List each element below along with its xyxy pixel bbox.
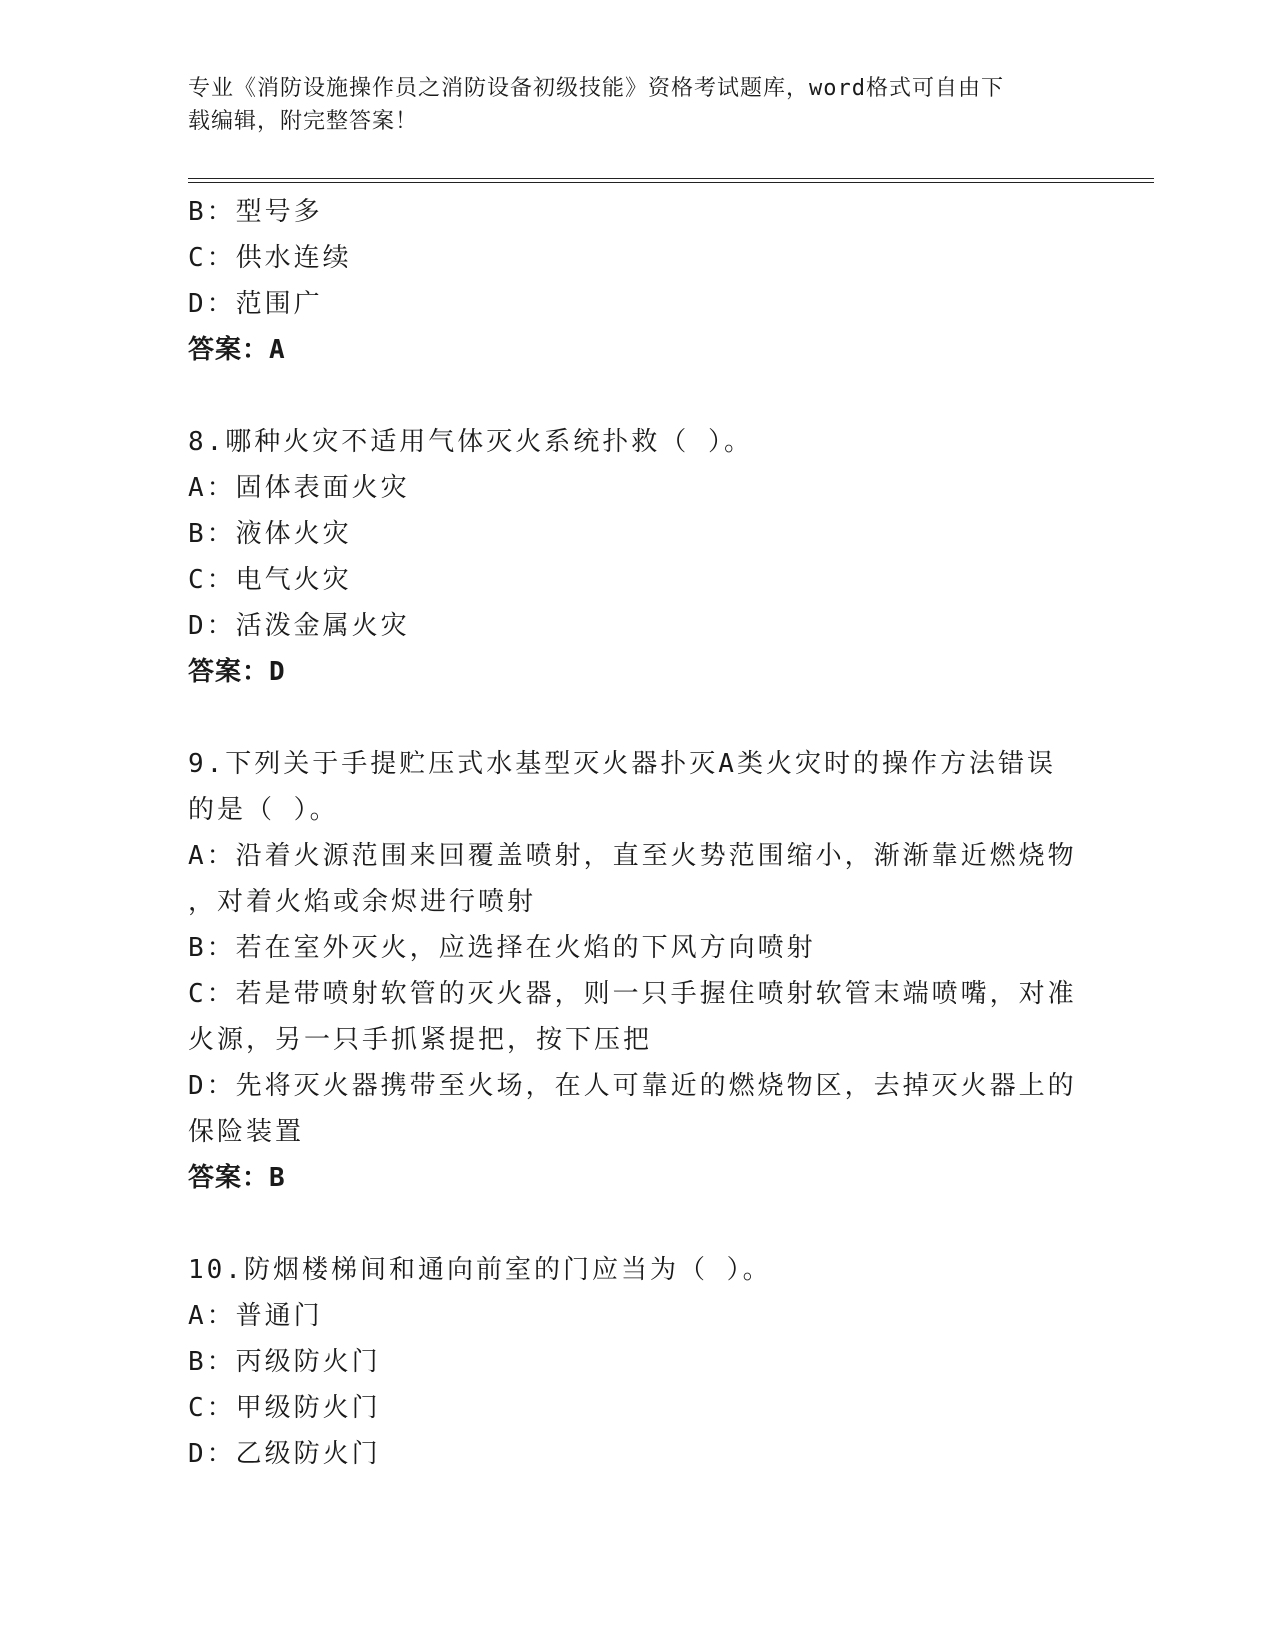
spacer [188, 373, 1088, 419]
option-b: B：若在室外灭火，应选择在火焰的下风方向喷射 [188, 933, 816, 963]
option-d: D：活泼金属火灾 [188, 611, 410, 641]
option-d: D：乙级防火门 [188, 1439, 381, 1469]
header-line-1: 专业《消防设施操作员之消防设备初级技能》资格考试题库，word格式可自由下 [188, 76, 1004, 101]
answer-line: 答案：D [188, 657, 286, 687]
spacer [188, 695, 1088, 741]
option-c: C：电气火灾 [188, 565, 352, 595]
question-stem-continued: 的是（ ）。 [188, 795, 339, 825]
header-divider [188, 178, 1154, 183]
option-c: C：供水连续 [188, 243, 352, 273]
question-stem: 10.防烟楼梯间和通向前室的门应当为（ ）。 [188, 1255, 772, 1285]
option-d: D：先将灭火器携带至火场，在人可靠近的燃烧物区，去掉灭火器上的 [188, 1071, 1077, 1101]
header-line-2: 载编辑，附完整答案！ [188, 109, 419, 134]
document-header [188, 72, 1068, 138]
answer-line: 答案：A [188, 335, 286, 365]
option-b: B：液体火灾 [188, 519, 352, 549]
option-a-continued: ，对着火焰或余烬进行喷射 [188, 887, 537, 917]
option-d: D：范围广 [188, 289, 323, 319]
answer-line: 答案：B [188, 1163, 286, 1193]
option-c-continued: 火源，另一只手抓紧提把，按下压把 [188, 1025, 653, 1055]
previous-question-tail [188, 189, 1088, 373]
option-b: B：丙级防火门 [188, 1347, 381, 1377]
option-a: A：沿着火源范围来回覆盖喷射，直至火势范围缩小，渐渐靠近燃烧物 [188, 841, 1077, 871]
option-a: A：普通门 [188, 1301, 323, 1331]
question-8 [188, 419, 1088, 695]
question-stem: 9.下列关于手提贮压式水基型灭火器扑灭A类火灾时的操作方法错误 [188, 749, 1056, 779]
question-stem: 8.哪种火灾不适用气体灭火系统扑救（ ）。 [188, 427, 753, 457]
option-c: C：甲级防火门 [188, 1393, 381, 1423]
question-content [188, 189, 1088, 1477]
option-d-continued: 保险装置 [188, 1117, 305, 1147]
option-c: C：若是带喷射软管的灭火器，则一只手握住喷射软管末端喷嘴，对准 [188, 979, 1077, 1009]
question-10 [188, 1247, 1088, 1477]
option-b: B：型号多 [188, 197, 323, 227]
question-9 [188, 741, 1088, 1201]
spacer [188, 1201, 1088, 1247]
option-a: A：固体表面火灾 [188, 473, 410, 503]
